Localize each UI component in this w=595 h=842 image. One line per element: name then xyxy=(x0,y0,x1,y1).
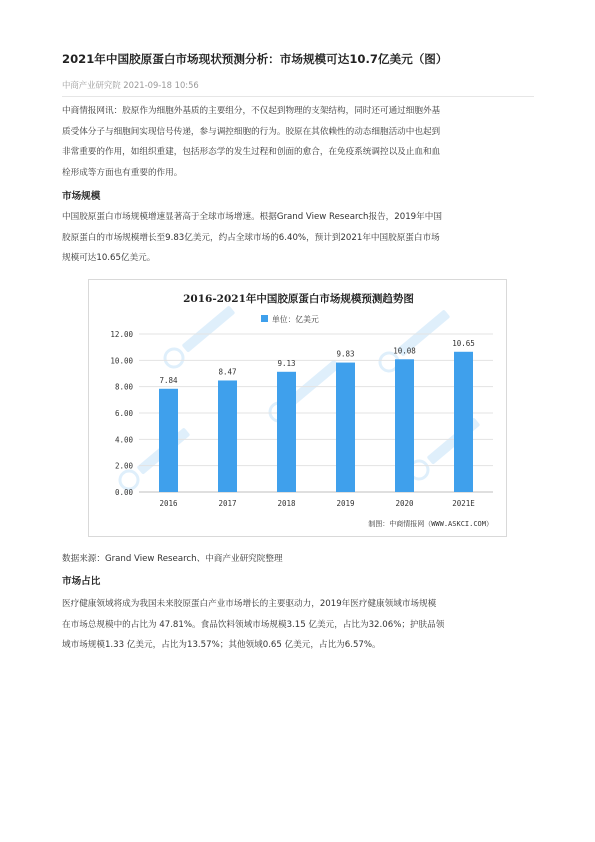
intro-line: 栓形成等方面也有重要的作用。 xyxy=(62,167,183,178)
article-title: 2021年中国胶原蛋白市场现状预测分析：市场规模可达10.7亿美元（图） xyxy=(62,52,448,66)
bar-chart xyxy=(88,279,507,537)
intro-paragraph xyxy=(62,101,534,183)
grid-lines xyxy=(139,334,493,492)
y-tick-label: 8.00 xyxy=(114,382,133,392)
intro-line: 质受体分子与细胞间实现信号传递，参与调控细胞的行为。胶原在其依赖性的动态细胞活动中也起到 xyxy=(62,126,441,137)
bar xyxy=(336,363,355,492)
x-tick-label: 2018 xyxy=(277,499,296,508)
y-tick-label: 12.00 xyxy=(110,330,133,339)
bar-value-label: 10.65 xyxy=(452,338,475,348)
chart-title: 2016-2021年中国胶原蛋白市场规模预测趋势图 xyxy=(183,293,414,305)
y-tick-label: 0.00 xyxy=(114,488,133,497)
market-size-paragraph xyxy=(62,207,534,269)
chart-canvas xyxy=(89,280,508,538)
y-tick-label: 6.00 xyxy=(114,409,133,418)
x-tick-label: 2020 xyxy=(395,499,414,508)
bar-value-label: 8.47 xyxy=(218,367,237,377)
bar-value-label: 9.83 xyxy=(336,349,355,359)
x-tick-label: 2021E xyxy=(452,499,475,508)
market-share-line: 在市场总规模中的占比为 47.81%。食品饮料领域市场规模3.15 亿美元，占比为32.06%；护肤品领 xyxy=(62,619,445,630)
x-tick-label: 2016 xyxy=(159,499,178,508)
market-size-line: 胶原蛋白的市场规模增长至9.83亿美元，约占全球市场的6.40%，预计到2021年中国胶原蛋白市场 xyxy=(62,232,440,243)
intro-line: 非常重要的作用，如组织重建，包括形态学的发生过程和创面的愈合，在免疫系统调控以及止血和血 xyxy=(62,147,441,157)
bar-value-label: 10.08 xyxy=(393,346,416,356)
legend-swatch xyxy=(261,315,268,322)
y-tick-label: 2.00 xyxy=(114,461,133,471)
section-heading-market-size: 市场规模 xyxy=(62,191,101,202)
market-share-line: 域市场规模1.33 亿美元，占比为13.57%；其他领域0.65 亿美元，占比为6.57%。 xyxy=(62,640,381,650)
y-tick-label: 4.00 xyxy=(114,435,133,445)
market-share-paragraph xyxy=(62,594,534,656)
section-heading-market-share: 市场占比 xyxy=(62,576,101,587)
y-tick-label: 10.00 xyxy=(110,356,133,366)
market-size-line: 规模可达10.65亿美元。 xyxy=(62,253,156,263)
intro-line: 中商情报网讯：胶原作为细胞外基质的主要组分，不仅起到物理的支架结构，同时还可通过细胞外基 xyxy=(62,106,441,116)
bar-value-label: 9.13 xyxy=(277,358,296,368)
x-tick-label: 2017 xyxy=(218,499,237,508)
bar-value-label: 7.84 xyxy=(159,375,178,385)
market-share-line: 医疗健康领域将成为我国未来胶原蛋白产业市场增长的主要驱动力，2019年医疗健康领域市场规模 xyxy=(62,599,437,609)
bar xyxy=(277,372,296,492)
article-meta: 中商产业研究院 2021-09-18 10:56 xyxy=(62,80,199,90)
data-source: 数据来源：Grand View Research、中商产业研究院整理 xyxy=(62,554,283,564)
x-tick-label: 2019 xyxy=(336,499,355,508)
bar xyxy=(218,380,237,492)
bar xyxy=(395,359,414,492)
bar xyxy=(454,352,473,492)
chart-credit: 制图：中商情报网（WWW.ASKCI.COM） xyxy=(368,520,493,528)
divider xyxy=(62,96,534,97)
bar xyxy=(159,389,178,492)
market-size-line: 中国胶原蛋白市场规模增速显著高于全球市场增速。根据Grand View Research报告，2019年中国 xyxy=(62,212,442,222)
legend-label: 单位：亿美元 xyxy=(272,315,319,324)
